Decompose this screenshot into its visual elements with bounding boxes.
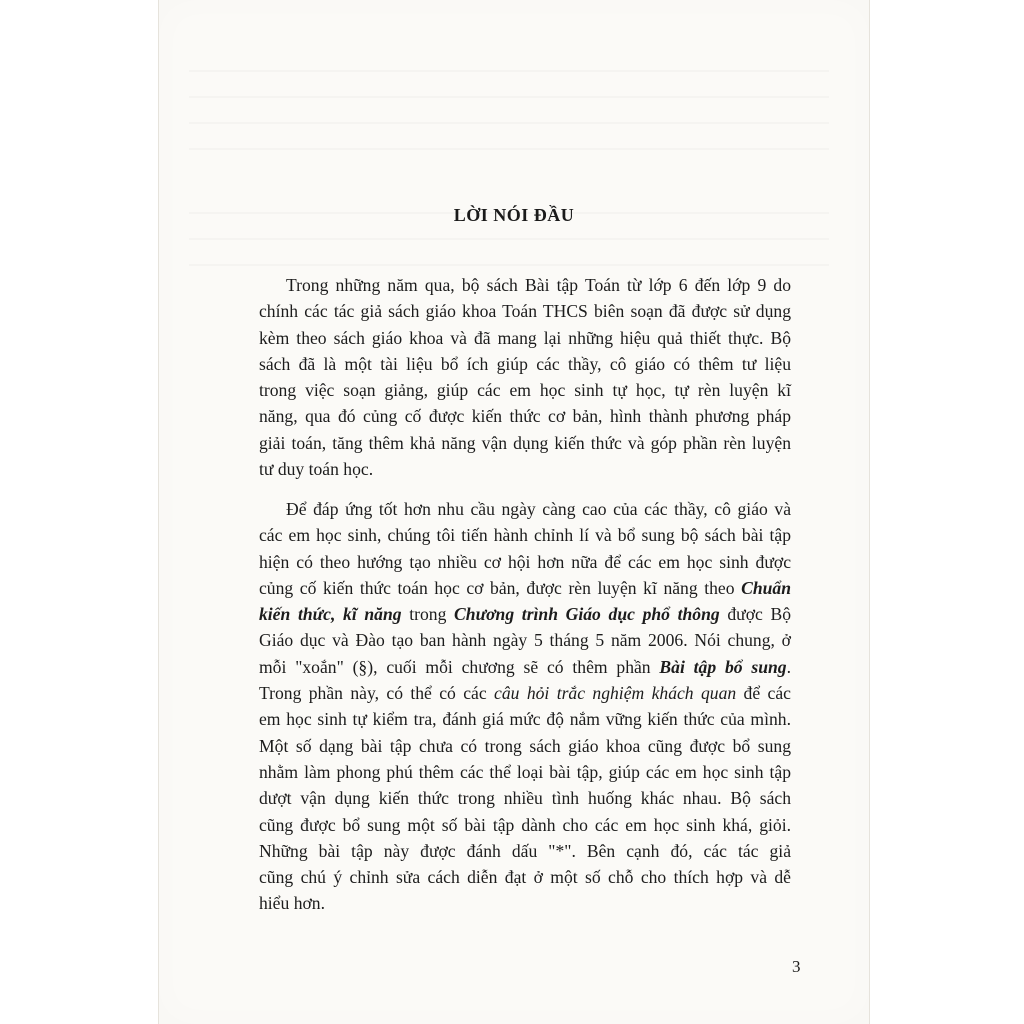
paragraph-line: kèm theo sách giáo khoa và đã mang lại những hiệu quả thiết thực. Bộ — [259, 327, 791, 348]
paragraph-1 — [259, 272, 791, 482]
page-number: 3 — [792, 957, 801, 976]
paragraph-line: tư duy toán học. — [259, 459, 374, 480]
bleed-through-line — [189, 96, 829, 98]
paragraph-line: Giáo dục và Đào tạo ban hành ngày 5 tháng 5 năm 2006. Nói chung, ở — [259, 630, 791, 651]
emphasis-text: Chuẩn — [741, 577, 791, 598]
line-text: trong — [401, 604, 455, 625]
paragraph-line: năng, qua đó củng cố được kiến thức cơ bản, hình thành phương pháp — [259, 406, 791, 427]
paragraph-line: sách đã là một tài liệu bổ ích giúp các thầy, cô giáo có thêm tư liệu — [259, 353, 791, 374]
paragraph-line: nhằm làm phong phú thêm các thể loại bài tập, giúp các em học sinh tập — [259, 761, 791, 782]
paragraph-line — [259, 654, 791, 680]
line-text: Trong phần này, có thể có các — [259, 683, 495, 704]
line-text: . — [786, 656, 792, 677]
paragraph-line: cũng chú ý chỉnh sửa cách diễn đạt ở một số chỗ cho thích hợp và dễ — [259, 867, 791, 888]
bleed-through-line — [189, 148, 829, 150]
bleed-through-line — [189, 264, 829, 266]
italic-text: câu hỏi trắc nghiệm khách quan — [494, 683, 737, 704]
line-text: được Bộ — [719, 604, 792, 625]
paragraph-line: chính các tác giả sách giáo khoa Toán THCS biên soạn đã được sử dụng — [259, 301, 791, 322]
paragraph-line — [259, 680, 791, 706]
bleed-through-line — [189, 238, 829, 240]
paragraph-line: trong việc soạn giảng, giúp các em học sinh tự học, tự rèn luyện kĩ — [259, 380, 791, 401]
paragraph-line: dượt vận dụng kiến thức trong nhiều tình huống khác nhau. Bộ sách — [259, 788, 791, 809]
paragraph-2 — [259, 496, 791, 917]
page-title: LỜI NÓI ĐẦU — [453, 205, 575, 225]
paragraph-line: hiểu hơn. — [259, 893, 325, 914]
bleed-through-line — [189, 122, 829, 124]
paragraph-line: hiện có theo hướng tạo nhiều cơ hội hơn nữa để các em học sinh được — [259, 551, 791, 572]
book-page — [158, 0, 870, 1024]
paragraph-line: các em học sinh, chúng tôi tiến hành chỉnh lí và bổ sung bộ sách bài tập — [259, 525, 791, 546]
paragraph-line: em học sinh tự kiểm tra, đánh giá mức độ nắm vững kiến thức của mình. — [259, 709, 791, 730]
paragraph-line: Một số dạng bài tập chưa có trong sách giáo khoa cũng được bổ sung — [259, 735, 791, 756]
bleed-through-line — [189, 70, 829, 72]
paragraph-line: Trong những năm qua, bộ sách Bài tập Toán từ lớp 6 đến lớp 9 do — [286, 275, 791, 295]
paragraph-line: cũng được bổ sung một số bài tập dành cho các em học sinh khá, giỏi. — [259, 814, 791, 835]
line-text: để các — [736, 683, 791, 704]
paragraph-line: giải toán, tăng thêm khả năng vận dụng kiến thức và góp phần rèn luyện — [259, 432, 791, 453]
paragraph-line: Để đáp ứng tốt hơn nhu cầu ngày càng cao của các thầy, cô giáo và — [286, 499, 791, 519]
paragraph-line: Những bài tập này được đánh dấu "*". Bên cạnh đó, các tác giả — [259, 840, 791, 861]
paragraph-line — [259, 575, 791, 601]
line-text: củng cố kiến thức toán học cơ bản, được rèn luyện kĩ năng theo — [259, 577, 742, 598]
emphasis-text: kiến thức, kĩ năng — [259, 604, 402, 625]
paragraph-line — [259, 601, 791, 627]
emphasis-text: Chương trình Giáo dục phổ thông — [454, 604, 720, 625]
emphasis-text: Bài tập bổ sung — [659, 656, 787, 677]
line-text: mỗi "xoắn" (§), cuối mỗi chương sẽ có thêm phần — [259, 656, 660, 677]
